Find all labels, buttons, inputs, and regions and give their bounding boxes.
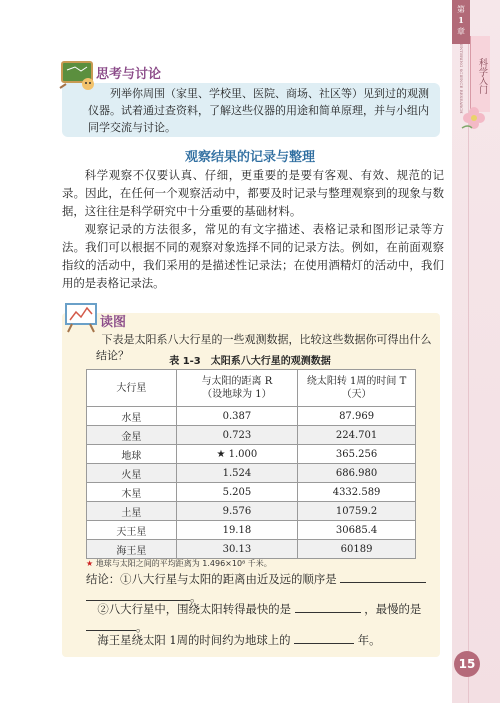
table-row [87, 483, 416, 502]
cell-distance: 1.524 [176, 464, 297, 483]
chapter-label-top: 第 [457, 5, 465, 14]
read-chart-icon [62, 300, 104, 334]
table-row [87, 464, 416, 483]
read-chart-title: 读图 [100, 315, 127, 330]
cell-planet: 土星 [87, 502, 177, 521]
chapter-number: 1 [458, 15, 464, 25]
table-row [87, 521, 416, 540]
cell-planet: 天王星 [87, 521, 177, 540]
table-row [87, 445, 416, 464]
cell-planet: 海王星 [87, 540, 177, 559]
cell-planet: 金星 [87, 426, 177, 445]
chapter-tab [452, 0, 470, 44]
cell-planet: 地球 [87, 445, 177, 464]
cell-distance: 0.387 [176, 407, 297, 426]
cell-distance: 19.18 [176, 521, 297, 540]
cell-planet: 水星 [87, 407, 177, 426]
think-discuss-title: 思考与讨论 [96, 67, 162, 82]
flower-icon [460, 104, 488, 132]
answer-blank[interactable] [340, 570, 426, 583]
header-period-line1: 绕太阳转 1周的时间 T [306, 376, 407, 387]
table-row [87, 502, 416, 521]
question-3-text-b: 年。 [357, 633, 381, 647]
table-footnote [86, 558, 272, 569]
question-2 [86, 600, 436, 618]
header-period-line2: （天） [341, 389, 372, 400]
header-distance-line2: （设地球为 1） [202, 389, 272, 400]
cell-planet: 木星 [87, 483, 177, 502]
table-row [87, 426, 416, 445]
cell-period: 87.969 [298, 407, 416, 426]
header-distance [176, 370, 297, 407]
table-row [87, 407, 416, 426]
question-2-end: 。 [136, 620, 148, 634]
cell-period: 365.256 [298, 445, 416, 464]
cell-period: 60189 [298, 540, 416, 559]
answer-blank[interactable] [294, 631, 354, 644]
question-1 [86, 570, 436, 588]
cell-period: 686.980 [298, 464, 416, 483]
think-discuss-text: 列举你周围（家里、学校里、医院、商场、社区等）见到过的观测仪器。试着通过查资料，了解这些仪器的用途和简单原理，并与小组内同学交流与讨论。 [88, 87, 429, 134]
chapter-subtitle: ENTERING SCIENCE RESEARCH [459, 44, 464, 114]
section-heading: 观察结果的记录与整理 [184, 150, 315, 165]
cell-distance: ★ 1.000 [176, 445, 297, 464]
table-row [87, 540, 416, 559]
cell-planet: 火星 [87, 464, 177, 483]
cell-distance: 9.576 [176, 502, 297, 521]
question-1-end: 。 [190, 590, 202, 604]
answer-blank[interactable] [86, 618, 136, 631]
question-2-text-b: ，最慢的是 [364, 602, 422, 616]
answer-blank[interactable] [295, 600, 361, 613]
chapter-title: 科学入门 [470, 36, 490, 112]
footnote-text: 地球与太阳之间的平均距离为 1.496×10⁸ 千米。 [95, 559, 272, 568]
cell-period: 30685.4 [298, 521, 416, 540]
cell-period: 4332.589 [298, 483, 416, 502]
page-number: 15 [454, 651, 480, 677]
planet-data-table [86, 369, 416, 559]
body-paragraph-2: 观察记录的方法很多，常见的有文字描述、表格记录和图形记录等方法。我们可以根据不同的观察对象选择不同的记录方法。例如，在前面观察指纹的活动中，我们采用的是描述性记录法；在使用酒精灯的活动中，我们用的是表格记录法。 [62, 222, 444, 290]
table-header-row [87, 370, 416, 407]
question-2-text-a: ②八大行星中，围绕太阳转得最快的是 [97, 602, 292, 616]
cell-period: 10759.2 [298, 502, 416, 521]
cell-distance: 0.723 [176, 426, 297, 445]
question-1-text: 结论：①八大行星与太阳的距离由近及远的顺序是 [86, 572, 337, 586]
cell-distance: 30.13 [176, 540, 297, 559]
cell-distance: 5.205 [176, 483, 297, 502]
body-paragraph-1: 科学观察不仅要认真、仔细，更重要的是要有客观、有效、规范的记录。因此，在任何一个观察活动中，都要及时记录与整理观察到的现象与数据，这往往是科学研究中十分重要的基础材料。 [62, 168, 444, 218]
header-period [298, 370, 416, 407]
footnote-star-icon: ★ [86, 559, 94, 568]
header-distance-line1: 与太阳的距离 R [201, 376, 273, 387]
question-3-text-a: 海王星绕太阳 1周的时间约为地球上的 [97, 633, 291, 647]
question-3 [86, 631, 436, 649]
read-chart-intro: 下表是太阳系八大行星的一些观测数据，比较这些数据你可得出什么结论？ [96, 333, 432, 362]
chapter-label-bottom: 章 [457, 27, 465, 36]
header-planet: 大行星 [87, 370, 177, 407]
table-caption: 表 1-3 太阳系八大行星的观测数据 [169, 356, 331, 367]
cell-period: 224.701 [298, 426, 416, 445]
